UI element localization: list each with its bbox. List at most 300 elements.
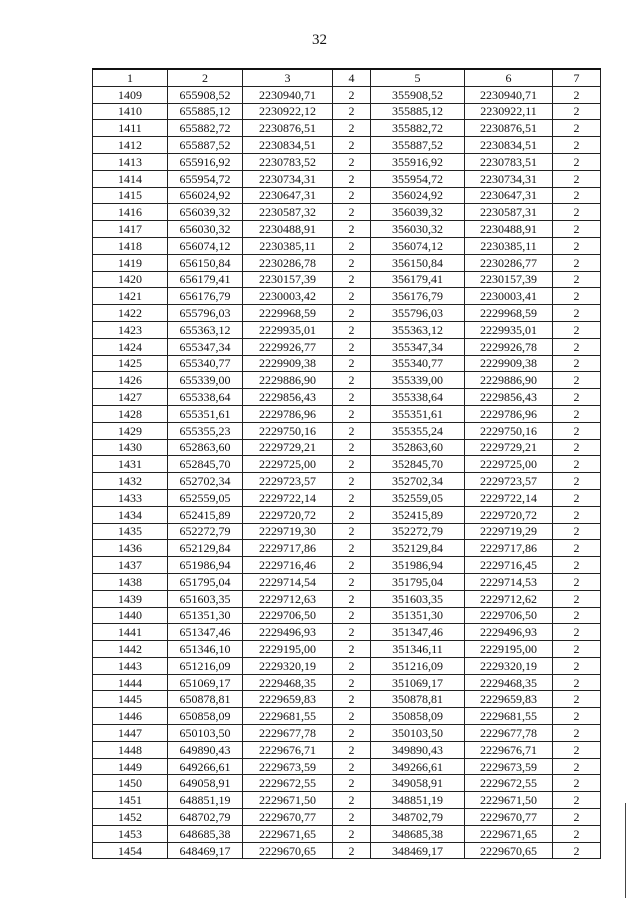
table-cell: 1440 <box>93 607 168 624</box>
table-cell: 2 <box>553 792 601 809</box>
table-cell: 2 <box>553 489 601 506</box>
table-cell: 655340,77 <box>168 355 243 372</box>
table-cell: 655885,12 <box>168 103 243 120</box>
table-cell: 2229725,00 <box>243 456 333 473</box>
table-cell: 1421 <box>93 288 168 305</box>
table-row <box>93 321 601 338</box>
table-cell: 2 <box>553 708 601 725</box>
table-cell: 655347,34 <box>168 338 243 355</box>
table-cell: 2 <box>333 674 371 691</box>
table-cell: 348851,19 <box>371 792 465 809</box>
table-cell: 1414 <box>93 170 168 187</box>
table-cell: 2229676,71 <box>465 741 553 758</box>
table-cell: 2 <box>553 607 601 624</box>
table-cell: 356074,12 <box>371 237 465 254</box>
table-cell: 1419 <box>93 254 168 271</box>
table-cell: 2229886,90 <box>243 372 333 389</box>
table-cell: 2 <box>333 103 371 120</box>
table-cell: 2229706,50 <box>465 607 553 624</box>
table-cell: 652129,84 <box>168 540 243 557</box>
table-cell: 2 <box>333 187 371 204</box>
table-cell: 1427 <box>93 389 168 406</box>
table-cell: 2 <box>333 338 371 355</box>
table-cell: 2 <box>553 439 601 456</box>
table-cell: 655908,52 <box>168 86 243 103</box>
table-row <box>93 590 601 607</box>
table-cell: 2229722,14 <box>243 489 333 506</box>
table-cell: 2230783,51 <box>465 153 553 170</box>
table-cell: 1454 <box>93 842 168 859</box>
table-row <box>93 641 601 658</box>
table-cell: 651069,17 <box>168 674 243 691</box>
table-cell: 2 <box>553 389 601 406</box>
table-cell: 651986,94 <box>168 557 243 574</box>
table-cell: 648851,19 <box>168 792 243 809</box>
table-cell: 651346,10 <box>168 641 243 658</box>
table-cell: 2 <box>333 372 371 389</box>
table-row <box>93 288 601 305</box>
table-cell: 2230385,11 <box>243 237 333 254</box>
table-cell: 2230587,32 <box>243 204 333 221</box>
table-cell: 2 <box>553 842 601 859</box>
table-cell: 2 <box>553 725 601 742</box>
table-row <box>93 540 601 557</box>
table-cell: 2 <box>553 758 601 775</box>
table-cell: 1430 <box>93 439 168 456</box>
table-cell: 2 <box>553 590 601 607</box>
table-cell: 2 <box>553 540 601 557</box>
table-cell: 651351,30 <box>168 607 243 624</box>
column-header-2: 2 <box>168 69 243 86</box>
table-cell: 355887,52 <box>371 137 465 154</box>
table-cell: 2229681,55 <box>243 708 333 725</box>
table-cell: 2 <box>553 187 601 204</box>
table-cell: 351795,04 <box>371 573 465 590</box>
table-cell: 656039,32 <box>168 204 243 221</box>
table-cell: 1417 <box>93 221 168 238</box>
table-cell: 2 <box>553 674 601 691</box>
table-cell: 2 <box>333 120 371 137</box>
table-cell: 649890,43 <box>168 741 243 758</box>
table-cell: 349058,91 <box>371 775 465 792</box>
table-cell: 2229968,59 <box>465 305 553 322</box>
table-cell: 2229670,77 <box>243 809 333 826</box>
table-row <box>93 103 601 120</box>
table-cell: 355355,24 <box>371 422 465 439</box>
table-cell: 2 <box>333 170 371 187</box>
table-cell: 1447 <box>93 725 168 742</box>
table-cell: 355882,72 <box>371 120 465 137</box>
table-cell: 352415,89 <box>371 506 465 523</box>
table-row <box>93 741 601 758</box>
table-cell: 1438 <box>93 573 168 590</box>
table-cell: 355954,72 <box>371 170 465 187</box>
table-row <box>93 657 601 674</box>
table-cell: 1450 <box>93 775 168 792</box>
table-cell: 2229712,63 <box>243 590 333 607</box>
table-cell: 2 <box>333 741 371 758</box>
table-cell: 1437 <box>93 557 168 574</box>
table-cell: 1444 <box>93 674 168 691</box>
table-cell: 352272,79 <box>371 523 465 540</box>
table-cell: 2230286,78 <box>243 254 333 271</box>
table-cell: 655339,00 <box>168 372 243 389</box>
table-cell: 2229926,77 <box>243 338 333 355</box>
table-cell: 1418 <box>93 237 168 254</box>
table-cell: 2230488,91 <box>243 221 333 238</box>
table-cell: 2 <box>333 237 371 254</box>
table-cell: 352702,34 <box>371 473 465 490</box>
table-row <box>93 758 601 775</box>
table-cell: 652415,89 <box>168 506 243 523</box>
table-cell: 350103,50 <box>371 725 465 742</box>
table-cell: 2230734,31 <box>465 170 553 187</box>
table-cell: 2 <box>553 523 601 540</box>
table-cell: 1410 <box>93 103 168 120</box>
table-cell: 2 <box>333 153 371 170</box>
table-cell: 2 <box>333 439 371 456</box>
table-row <box>93 809 601 826</box>
table-row <box>93 204 601 221</box>
table-cell: 2229729,21 <box>465 439 553 456</box>
table-cell: 2229673,59 <box>243 758 333 775</box>
table-cell: 2 <box>553 103 601 120</box>
table-cell: 2229926,78 <box>465 338 553 355</box>
table-cell: 2229856,43 <box>243 389 333 406</box>
table-cell: 2 <box>333 221 371 238</box>
table-cell: 2 <box>333 137 371 154</box>
table-cell: 1446 <box>93 708 168 725</box>
table-cell: 2 <box>553 624 601 641</box>
table-cell: 1445 <box>93 691 168 708</box>
table-row <box>93 389 601 406</box>
table-cell: 2 <box>553 473 601 490</box>
table-cell: 2 <box>333 523 371 540</box>
table-cell: 352863,60 <box>371 439 465 456</box>
table-row <box>93 405 601 422</box>
table-cell: 1420 <box>93 271 168 288</box>
table-cell: 2230940,71 <box>243 86 333 103</box>
table-cell: 1412 <box>93 137 168 154</box>
table-cell: 2 <box>553 641 601 658</box>
table-cell: 649266,61 <box>168 758 243 775</box>
table-cell: 2 <box>553 137 601 154</box>
table-cell: 2229786,96 <box>465 405 553 422</box>
table-cell: 2229886,90 <box>465 372 553 389</box>
table-cell: 2 <box>333 557 371 574</box>
table-cell: 2229677,78 <box>465 725 553 742</box>
table-cell: 2 <box>553 86 601 103</box>
table-cell: 2 <box>333 321 371 338</box>
table-cell: 356179,41 <box>371 271 465 288</box>
table-cell: 351216,09 <box>371 657 465 674</box>
table-cell: 2 <box>553 120 601 137</box>
table-row <box>93 506 601 523</box>
table-cell: 2 <box>553 557 601 574</box>
table-cell: 355338,64 <box>371 389 465 406</box>
table-cell: 656030,32 <box>168 221 243 238</box>
table-cell: 2230157,39 <box>243 271 333 288</box>
table-cell: 2 <box>333 271 371 288</box>
table-cell: 356150,84 <box>371 254 465 271</box>
table-cell: 2 <box>553 254 601 271</box>
table-cell: 2229320,19 <box>465 657 553 674</box>
table-cell: 2230876,51 <box>243 120 333 137</box>
table-cell: 1431 <box>93 456 168 473</box>
table-body <box>93 86 601 859</box>
table-cell: 2229706,50 <box>243 607 333 624</box>
table-cell: 2 <box>553 825 601 842</box>
table-row <box>93 170 601 187</box>
table-cell: 355908,52 <box>371 86 465 103</box>
table-cell: 652863,60 <box>168 439 243 456</box>
table-cell: 2 <box>333 540 371 557</box>
table-row <box>93 338 601 355</box>
table-cell: 2229496,93 <box>465 624 553 641</box>
table-cell: 2 <box>553 305 601 322</box>
table-cell: 2 <box>333 355 371 372</box>
table-row <box>93 725 601 742</box>
column-header-3: 3 <box>243 69 333 86</box>
table-cell: 2229712,62 <box>465 590 553 607</box>
table-cell: 2 <box>553 573 601 590</box>
table-cell: 2 <box>553 691 601 708</box>
table-row <box>93 842 601 859</box>
table-cell: 655363,12 <box>168 321 243 338</box>
table-row <box>93 305 601 322</box>
table-row <box>93 355 601 372</box>
table-row <box>93 456 601 473</box>
table-cell: 348685,38 <box>371 825 465 842</box>
table-row <box>93 523 601 540</box>
table-cell: 655796,03 <box>168 305 243 322</box>
table-cell: 1449 <box>93 758 168 775</box>
table-cell: 2229725,00 <box>465 456 553 473</box>
table-cell: 2 <box>553 657 601 674</box>
table-row <box>93 473 601 490</box>
table-cell: 2229716,46 <box>243 557 333 574</box>
table-row <box>93 573 601 590</box>
table-row <box>93 86 601 103</box>
table-row <box>93 237 601 254</box>
table-cell: 2230647,31 <box>243 187 333 204</box>
table-row <box>93 221 601 238</box>
table-cell: 652702,34 <box>168 473 243 490</box>
table-cell: 2 <box>333 456 371 473</box>
table-cell: 2229714,53 <box>465 573 553 590</box>
table-cell: 2229750,16 <box>465 422 553 439</box>
table-cell: 2 <box>333 405 371 422</box>
table-row <box>93 137 601 154</box>
table-cell: 348702,79 <box>371 809 465 826</box>
table-cell: 2 <box>553 288 601 305</box>
table-cell: 1453 <box>93 825 168 842</box>
table-cell: 2229909,38 <box>243 355 333 372</box>
table-cell: 1424 <box>93 338 168 355</box>
table-cell: 355796,03 <box>371 305 465 322</box>
table-cell: 356030,32 <box>371 221 465 238</box>
table-row <box>93 439 601 456</box>
scan-edge-line <box>625 803 626 898</box>
table-cell: 649058,91 <box>168 775 243 792</box>
table-cell: 356024,92 <box>371 187 465 204</box>
table-cell: 350878,81 <box>371 691 465 708</box>
table-cell: 2 <box>553 355 601 372</box>
table-cell: 1426 <box>93 372 168 389</box>
table-cell: 2230385,11 <box>465 237 553 254</box>
table-cell: 1428 <box>93 405 168 422</box>
table-cell: 2229968,59 <box>243 305 333 322</box>
table-row <box>93 422 601 439</box>
table-cell: 650878,81 <box>168 691 243 708</box>
table-cell: 2229935,01 <box>465 321 553 338</box>
table-cell: 650103,50 <box>168 725 243 742</box>
table-cell: 2229672,55 <box>243 775 333 792</box>
table-cell: 2229729,21 <box>243 439 333 456</box>
table-cell: 355339,00 <box>371 372 465 389</box>
table-cell: 2229195,00 <box>465 641 553 658</box>
table-cell: 652559,05 <box>168 489 243 506</box>
table-cell: 2 <box>553 456 601 473</box>
column-header-4: 4 <box>333 69 371 86</box>
table-cell: 355916,92 <box>371 153 465 170</box>
table-cell: 1425 <box>93 355 168 372</box>
table-cell: 2230488,91 <box>465 221 553 238</box>
table-cell: 655916,92 <box>168 153 243 170</box>
table-cell: 2229671,65 <box>243 825 333 842</box>
table-cell: 1422 <box>93 305 168 322</box>
table-cell: 2 <box>553 775 601 792</box>
table-cell: 2229856,43 <box>465 389 553 406</box>
table-cell: 656176,79 <box>168 288 243 305</box>
table-cell: 2229496,93 <box>243 624 333 641</box>
table-cell: 651216,09 <box>168 657 243 674</box>
table-cell: 351986,94 <box>371 557 465 574</box>
table-cell: 2229720,72 <box>465 506 553 523</box>
table-cell: 2229681,55 <box>465 708 553 725</box>
table-cell: 2229720,72 <box>243 506 333 523</box>
table-cell: 351346,11 <box>371 641 465 658</box>
table-cell: 655882,72 <box>168 120 243 137</box>
table-cell: 1441 <box>93 624 168 641</box>
coordinates-table <box>92 68 601 859</box>
table-row <box>93 254 601 271</box>
table-row <box>93 691 601 708</box>
table-cell: 2 <box>333 422 371 439</box>
table-cell: 356176,79 <box>371 288 465 305</box>
table-row <box>93 624 601 641</box>
table-cell: 355363,12 <box>371 321 465 338</box>
table-cell: 648685,38 <box>168 825 243 842</box>
table-cell: 2 <box>333 825 371 842</box>
table-cell: 2229673,59 <box>465 758 553 775</box>
table-cell: 352845,70 <box>371 456 465 473</box>
table-cell: 349266,61 <box>371 758 465 775</box>
table-cell: 2 <box>553 338 601 355</box>
table-cell: 656179,41 <box>168 271 243 288</box>
table-cell: 2230834,51 <box>243 137 333 154</box>
table-row <box>93 708 601 725</box>
table-cell: 2 <box>553 221 601 238</box>
table-cell: 2 <box>333 691 371 708</box>
table-cell: 2230647,31 <box>465 187 553 204</box>
table-cell: 651347,46 <box>168 624 243 641</box>
table-cell: 1452 <box>93 809 168 826</box>
table-cell: 2229468,35 <box>465 674 553 691</box>
table-cell: 2229671,65 <box>465 825 553 842</box>
table-cell: 655351,61 <box>168 405 243 422</box>
page-number: 32 <box>312 32 327 48</box>
table-cell: 2229320,19 <box>243 657 333 674</box>
table-cell: 2230834,51 <box>465 137 553 154</box>
table-cell: 1442 <box>93 641 168 658</box>
table-cell: 2229676,71 <box>243 741 333 758</box>
table-cell: 2 <box>333 506 371 523</box>
table-cell: 2229722,14 <box>465 489 553 506</box>
table-cell: 2 <box>553 170 601 187</box>
table-cell: 2230157,39 <box>465 271 553 288</box>
table-cell: 2 <box>333 573 371 590</box>
table-cell: 1429 <box>93 422 168 439</box>
table-cell: 2229659,83 <box>243 691 333 708</box>
table-cell: 2229786,96 <box>243 405 333 422</box>
table-cell: 1423 <box>93 321 168 338</box>
table-cell: 351351,30 <box>371 607 465 624</box>
table-cell: 2 <box>333 842 371 859</box>
table-row <box>93 489 601 506</box>
table-row <box>93 607 601 624</box>
column-header-6: 6 <box>465 69 553 86</box>
table-cell: 2229714,54 <box>243 573 333 590</box>
table-cell: 656150,84 <box>168 254 243 271</box>
table-cell: 355885,12 <box>371 103 465 120</box>
table-cell: 2 <box>333 775 371 792</box>
table-cell: 352129,84 <box>371 540 465 557</box>
table-cell: 2 <box>333 204 371 221</box>
table-cell: 652272,79 <box>168 523 243 540</box>
table-cell: 1433 <box>93 489 168 506</box>
table-cell: 351069,17 <box>371 674 465 691</box>
table-cell: 2 <box>333 86 371 103</box>
table-cell: 2 <box>333 254 371 271</box>
table-cell: 2229719,29 <box>465 523 553 540</box>
table-cell: 2 <box>553 271 601 288</box>
table-row <box>93 153 601 170</box>
table-cell: 2230003,42 <box>243 288 333 305</box>
table-row <box>93 674 601 691</box>
table-cell: 1413 <box>93 153 168 170</box>
table-cell: 2229195,00 <box>243 641 333 658</box>
table-cell: 348469,17 <box>371 842 465 859</box>
table-cell: 2229672,55 <box>465 775 553 792</box>
table-cell: 352559,05 <box>371 489 465 506</box>
table-cell: 656074,12 <box>168 237 243 254</box>
table-cell: 655887,52 <box>168 137 243 154</box>
table-cell: 356039,32 <box>371 204 465 221</box>
table-cell: 2 <box>333 607 371 624</box>
table-cell: 355347,34 <box>371 338 465 355</box>
table-cell: 2230783,52 <box>243 153 333 170</box>
table-cell: 2 <box>553 153 601 170</box>
table-row <box>93 187 601 204</box>
table-cell: 2229723,57 <box>243 473 333 490</box>
table-cell: 2 <box>553 506 601 523</box>
table-cell: 349890,43 <box>371 741 465 758</box>
table-cell: 2 <box>553 321 601 338</box>
table-cell: 656024,92 <box>168 187 243 204</box>
table-cell: 2229670,77 <box>465 809 553 826</box>
table-cell: 2 <box>553 372 601 389</box>
